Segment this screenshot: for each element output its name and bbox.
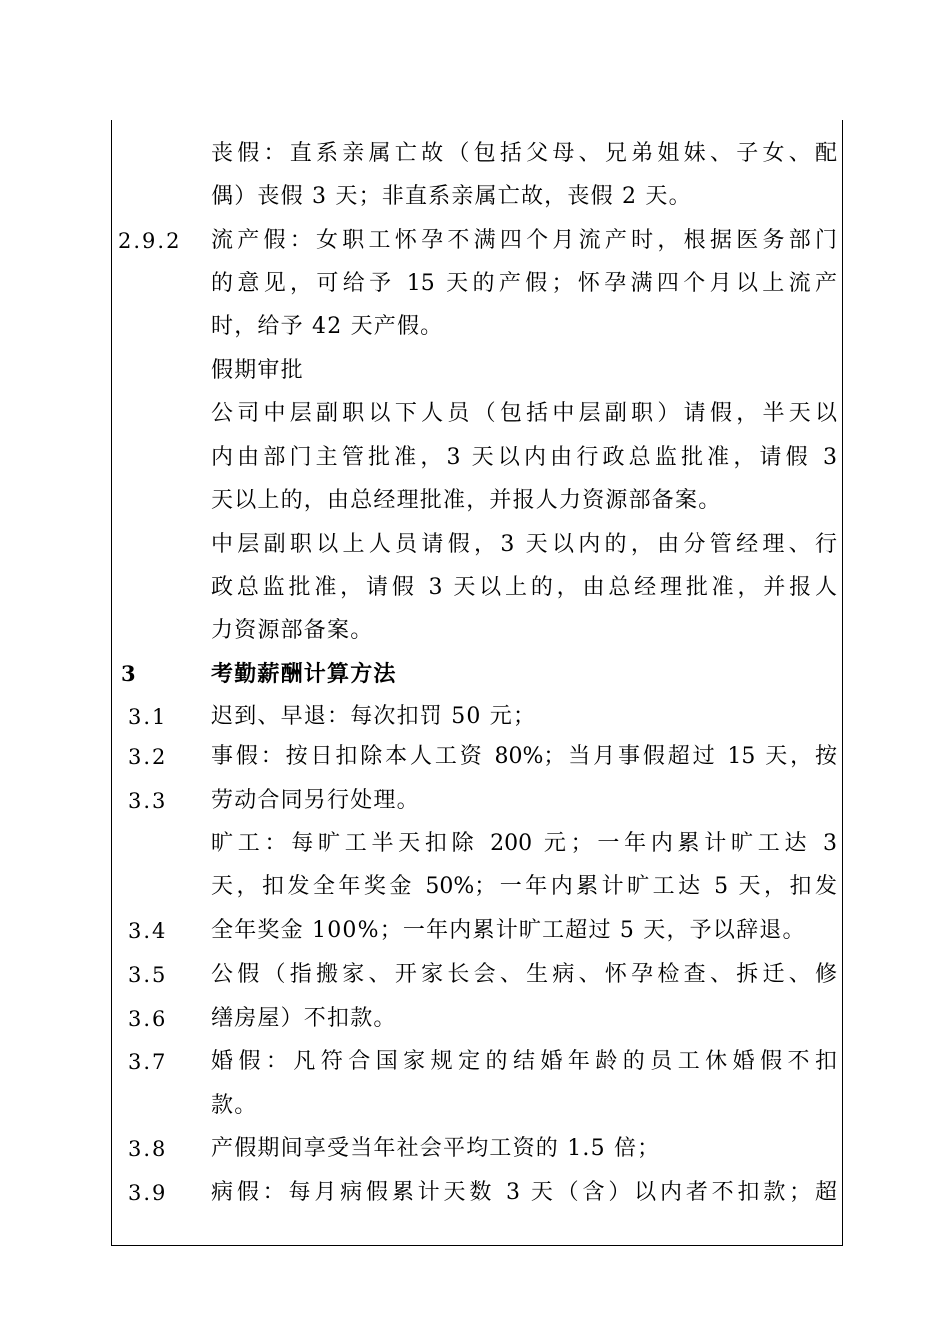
text-line-public-leave-2: 缮房屋）不扣款。 [211,1006,397,1031]
text-line-absenteeism-3: 全年奖金 100%；一年内累计旷工超过 5 天，予以辞退。 [211,918,806,943]
section-number-3-9: 3.9 [128,1181,168,1205]
text-line-public-leave-1: 公假（指搬家、开家长会、生病、怀孕检查、拆迁、修 [211,962,837,987]
text-line-approval-6: 力资源部备案。 [211,618,374,643]
section-number-3-2: 3.2 [128,745,168,769]
text-line-approval-5: 政总监批准，请假 3 天以上的，由总经理批准，并报人 [211,575,837,600]
text-line-leave-approval-heading: 假期审批 [211,358,304,383]
text-line-miscarriage-leave-3: 时，给予 42 天产假。 [211,314,444,339]
section-number-3-6: 3.6 [128,1007,168,1031]
text-line-marriage-leave-2: 款。 [211,1093,258,1118]
text-line-approval-1: 公司中层副职以下人员（包括中层副职）请假，半天以 [211,401,837,426]
text-line-personal-leave-1: 事假：按日扣除本人工资 80%；当月事假超过 15 天，按 [211,744,837,769]
text-line-absenteeism-2: 天，扣发全年奖金 50%；一年内累计旷工达 5 天，扣发 [211,874,837,899]
section-heading-attendance-pay: 考勤薪酬计算方法 [211,661,397,687]
text-line-late-early: 迟到、早退：每次扣罚 50 元； [211,704,537,729]
text-line-miscarriage-leave-2: 的意见，可给予 15 天的产假；怀孕满四个月以上流产 [211,271,837,296]
section-number-3: 3 [121,661,138,686]
section-number-3-1: 3.1 [128,705,168,729]
section-number-3-5: 3.5 [128,963,168,987]
section-number-3-8: 3.8 [128,1137,168,1161]
text-line-personal-leave-2: 劳动合同另行处理。 [211,788,420,813]
text-line-miscarriage-leave-1: 流产假：女职工怀孕不满四个月流产时，根据医务部门 [211,228,837,253]
text-line-maternity-pay: 产假期间享受当年社会平均工资的 1.5 倍； [211,1136,661,1161]
text-line-funeral-leave-2: 偶）丧假 3 天；非直系亲属亡故，丧假 2 天。 [211,184,692,209]
text-line-absenteeism-1: 旷工：每旷工半天扣除 200 元；一年内累计旷工达 3 [211,831,837,856]
text-line-approval-2: 内由部门主管批准，3 天以内由行政总监批准，请假 3 [211,445,837,470]
section-number-3-7: 3.7 [128,1050,168,1074]
text-line-marriage-leave-1: 婚假：凡符合国家规定的结婚年龄的员工休婚假不扣 [211,1049,837,1074]
text-line-approval-3: 天以上的，由总经理批准，并报人力资源部备案。 [211,488,722,513]
text-line-sick-leave-1: 病假：每月病假累计天数 3 天（含）以内者不扣款；超 [211,1180,837,1205]
text-line-approval-4: 中层副职以上人员请假，3 天以内的，由分管经理、行 [211,532,837,557]
section-number-3-3: 3.3 [128,789,168,813]
section-number-2-9-2: 2.9.2 [118,229,182,253]
section-number-3-4: 3.4 [128,919,168,943]
text-line-funeral-leave-1: 丧假：直系亲属亡故（包括父母、兄弟姐妹、子女、配 [211,141,837,166]
